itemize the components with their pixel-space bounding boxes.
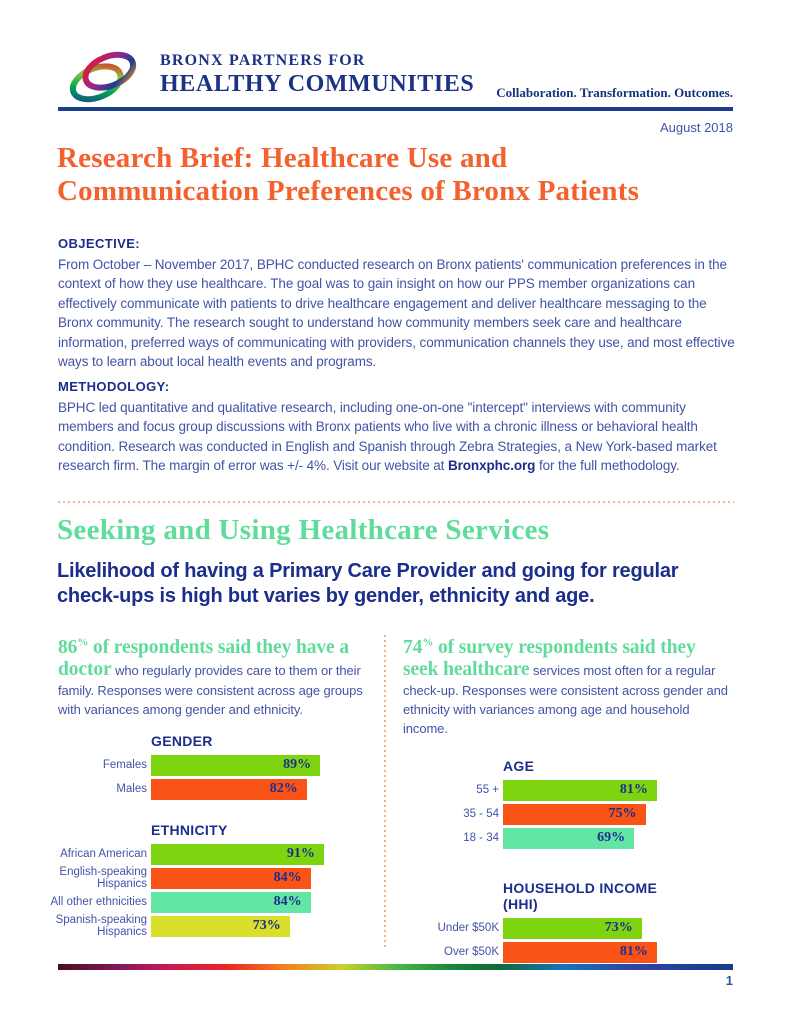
chart-row	[58, 868, 380, 889]
footer-rainbow-bar	[58, 964, 733, 970]
bar-value: 82%	[269, 781, 298, 796]
chart-rows	[403, 780, 735, 849]
bar-value: 73%	[252, 918, 281, 933]
chart-row	[403, 918, 735, 939]
bar-value: 69%	[597, 830, 626, 845]
chart-title: GENDER	[151, 732, 213, 749]
stat-blue-text: who regularly provides care to them or their family. Responses were consistent across age groups with variances among gender and ethnicity.	[58, 662, 363, 717]
chart-rows	[50, 844, 380, 938]
methodology-text	[58, 398, 736, 476]
objective-text: From October – November 2017, BPHC conducted research on Bronx patients' communication preferences in the context of how they use healthcare. The goal was to gain insight on how our PPS member organizations can effectively communicate with patients to drive healthcare engagement and deliver healthcare messaging to the Bronx community. The research sought to understand how community members seek care and healthcare information, preferred ways of communicating with providers, communication channels they use, and most effective ways to learn about local health events and programs.	[58, 257, 735, 370]
bar-value: 81%	[619, 782, 648, 797]
bar-label: Females	[102, 759, 147, 771]
bar	[503, 828, 634, 849]
stat-lead-left	[58, 631, 380, 719]
bar	[151, 868, 311, 889]
stat-lead-right	[403, 631, 735, 738]
stat-blue-text: services most often for a regular check-up. Responses were consistent across gender and ethnicity with variances among age and household income.	[403, 662, 728, 736]
chart-row	[58, 755, 380, 776]
chart-row	[50, 892, 380, 913]
stat-value: 74	[403, 636, 423, 658]
chart-row	[403, 804, 735, 825]
objective-label: OBJECTIVE:	[58, 236, 141, 251]
stats-columns	[50, 631, 734, 959]
chart-household-income	[403, 880, 735, 963]
tagline: Collaboration. Transformation. Outcomes.	[496, 85, 733, 100]
bar-label: Over $50K	[444, 946, 499, 958]
chart-title: HOUSEHOLD INCOME (HHI)	[503, 879, 658, 912]
bar	[151, 892, 311, 913]
chart-row	[403, 828, 735, 849]
stat-green-text: of survey respondents said they seek healthcare	[403, 636, 696, 680]
section-divider-dotted	[58, 501, 734, 503]
chart-rows	[58, 755, 380, 800]
methodology-text-after: for the full methodology.	[535, 458, 680, 474]
chart-age	[403, 758, 735, 849]
section-heading: Seeking and Using Healthcare Services	[57, 514, 550, 546]
chart-row	[403, 780, 735, 801]
right-column	[403, 631, 735, 966]
bar-label: 18 - 34	[463, 832, 499, 844]
bar-label: 35 - 54	[463, 808, 499, 820]
chart-row	[58, 844, 380, 865]
bar-value: 91%	[286, 846, 315, 861]
bar-value: 89%	[283, 757, 312, 772]
bar	[503, 942, 657, 963]
chart-row	[403, 942, 735, 963]
org-name	[160, 52, 474, 98]
bar	[503, 780, 657, 801]
stat-percent-sign: %	[422, 636, 434, 648]
stat-percent-sign: %	[77, 636, 89, 648]
org-name-line2: HEALTHY COMMUNITIES	[160, 71, 475, 97]
bphc-logo-icon	[54, 46, 152, 108]
website-link[interactable]: Bronxphc.org	[447, 458, 536, 474]
page-number: 1	[725, 973, 733, 988]
bar	[151, 916, 290, 937]
objective-section	[58, 236, 736, 371]
page-title: Research Brief: Healthcare Use and Communication Preferences of Bronx Patients	[57, 142, 640, 207]
chart-row	[58, 779, 380, 800]
methodology-label: METHODOLOGY:	[58, 379, 170, 394]
bar	[503, 918, 642, 939]
bar-label: 55 +	[476, 784, 499, 796]
bar-value: 81%	[619, 944, 648, 959]
bar	[151, 755, 320, 776]
bar-label: Under $50K	[437, 922, 499, 934]
chart-rows	[403, 918, 735, 963]
bar-label: All other ethnicities	[50, 896, 147, 908]
chart-ethnicity	[50, 821, 380, 938]
publication-date: August 2018	[659, 120, 733, 135]
bar	[151, 844, 324, 865]
chart-row	[55, 914, 380, 938]
header-rule	[58, 107, 733, 111]
bar	[151, 779, 307, 800]
bar-value: 75%	[608, 806, 637, 821]
bar-value: 84%	[273, 870, 302, 885]
chart-title: ETHNICITY	[151, 821, 228, 838]
section-subheading: Likelihood of having a Primary Care Provider and going for regular check-ups is high but varies by gender, ethnicity and age.	[57, 560, 679, 607]
bar	[503, 804, 646, 825]
column-divider-dotted	[384, 635, 386, 949]
methodology-section	[58, 379, 736, 476]
left-column	[50, 631, 380, 940]
bar-value: 84%	[273, 894, 302, 909]
bar-label: Males	[116, 783, 147, 795]
org-name-line1: BRONX PARTNERS FOR	[160, 52, 366, 69]
bar-label: Spanish-speaking Hispanics	[55, 914, 147, 938]
chart-title: AGE	[503, 757, 535, 774]
bar-label: English-speaking Hispanics	[59, 866, 147, 890]
stat-green-text: of respondents said they have a doctor	[58, 636, 350, 680]
chart-gender	[58, 733, 380, 800]
stat-value: 86	[58, 636, 78, 658]
bar-value: 73%	[604, 920, 633, 935]
methodology-text-before: BPHC led quantitative and qualitative research, including one-on-one "intercept" interviews with community members and focus group discussions with Bronx patients who live with a chronic illness or behavioral health condition. Research was conducted in English and Spanish through Zebra Strategies, a New York-based market research firm. The margin of error was +/- 4%. Visit our website at	[58, 400, 717, 474]
bar-label: African American	[60, 848, 147, 860]
